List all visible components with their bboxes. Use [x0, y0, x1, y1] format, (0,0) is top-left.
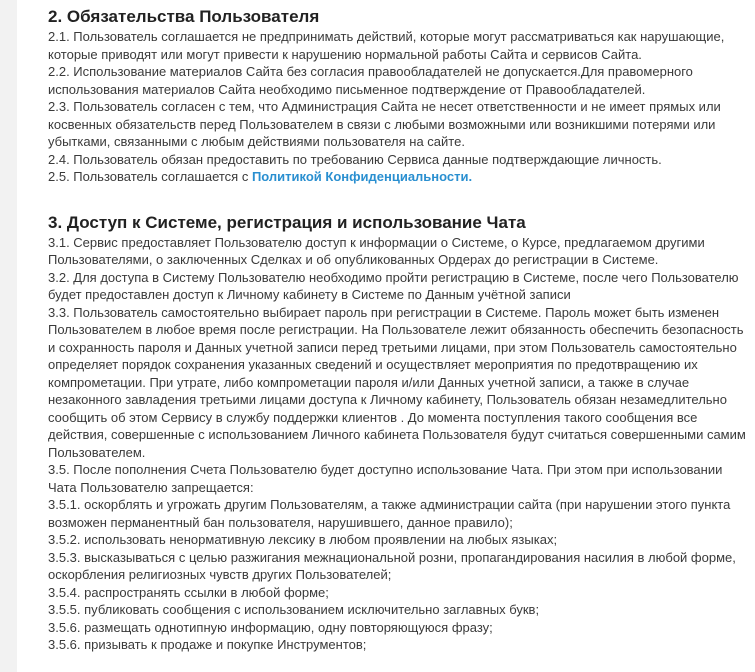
section-user-obligations: [48, 6, 748, 186]
clause-3-5-5: 3.5.5. публиковать сообщения с использованием исключительно заглавных букв;: [48, 602, 540, 617]
section-heading: 2. Обязательства Пользователя: [48, 7, 320, 26]
clause-3-2: 3.2. Для доступа в Систему Пользователю необходимо пройти регистрацию в Системе, после чего Пользователю будет предоставлен доступ к Личному кабинету в Системе по Данным учётной записи: [48, 269, 739, 302]
clause-2-3: 2.3. Пользователь согласен с тем, что Администрация Сайта не несет ответственности и не имеет прямых или косвенных обязательств перед Пользователем в связи с любыми возможными или возникшими потерями или убытками, связанными с любым действиями пользователя на сайте.: [48, 99, 721, 149]
clause-2-2: 2.2. Использование материалов Сайта без согласия правообладателей не допускается.Для правомерного использования материалов Сайта необходимо письменное подтверждение от Правообладателей.: [48, 64, 693, 97]
left-sidebar-strip: [0, 0, 17, 672]
clause-3-1: 3.1. Сервис предоставляет Пользователю доступ к информации о Системе, о Курсе, предлагаемом другими Пользователями, о заключенных Сделках и об опубликованных Ордерах до регистрации в Системе.: [48, 234, 705, 267]
clause-2-5: [48, 168, 748, 186]
clause-3-5-2: 3.5.2. использовать ненормативную лексику в любом проявлении на любых языках;: [48, 532, 558, 547]
clause-3-5-6b: 3.5.6. призывать к продаже и покупке Инструментов;: [48, 637, 367, 652]
privacy-policy-link[interactable]: Политикой Конфиденциальности.: [251, 169, 473, 184]
clause-3-5-3: 3.5.3. высказываться с целью разжигания межнациональной розни, пропагандирования насилия в любой форме, оскорбления религиозных чувств других Пользователей;: [48, 549, 736, 582]
clause-3-5-4: 3.5.4. распространять ссылки в любой форме;: [48, 584, 329, 600]
section-heading: 3. Доступ к Системе, регистрация и использование Чата: [48, 212, 526, 232]
clause-3-5: 3.5. После пополнения Счета Пользователю будет доступно использование Чата. При этом при использовании Чата Пользователю запрещается:: [48, 462, 723, 495]
clause-3-5-1: 3.5.1. оскорблять и угрожать другим Пользователям, а также администрации сайта (при нарушении этого пункта возможен перманентный бан пользователя, нарушившего, данное правило);: [48, 497, 731, 530]
clause-2-1: 2.1. Пользователь соглашается не предпринимать действий, которые могут рассматриваться как нарушающие, которые приводят или могут привести к нарушению нормальной работы Сайта и сервисов Сайта.: [48, 29, 725, 62]
clause-3-3: 3.3. Пользователь самостоятельно выбирает пароль при регистрации в Системе. Пароль может быть изменен Пользователем в любое время после регистрации. На Пользователе лежит обязанность обеспечить безопасность и сохранность пароля и Данных учетной записи перед третьими лицами, при этом Пользователь самостоятельно определяет порядок сохранения указанных сведений и осуществляет мероприятия по предотвращению их компрометации. При утрате, либо компрометации пароля и/или Данных учетной записи, а также в случае незаконного завладения третьими лицами доступа к Личному кабинету, Пользователь обязан незамедлительно сообщить об этом Сервису в службу поддержки клиентов . До момента поступления такого сообщения все действия, совершенные с использованием Личного кабинета Пользователя будут считаться совершенными самим Пользователем.: [48, 304, 746, 460]
clause-3-5-6a: 3.5.6. размещать однотипную информацию, одну повторяющуюся фразу;: [48, 619, 493, 635]
clause-2-5-text: 2.5. Пользователь соглашается с: [48, 169, 252, 184]
clause-2-4: 2.4. Пользователь обязан предоставить по требованию Сервиса данные подтверждающие личность.: [48, 151, 662, 167]
terms-content: [48, 6, 748, 654]
section-system-access-chat: [48, 212, 748, 654]
